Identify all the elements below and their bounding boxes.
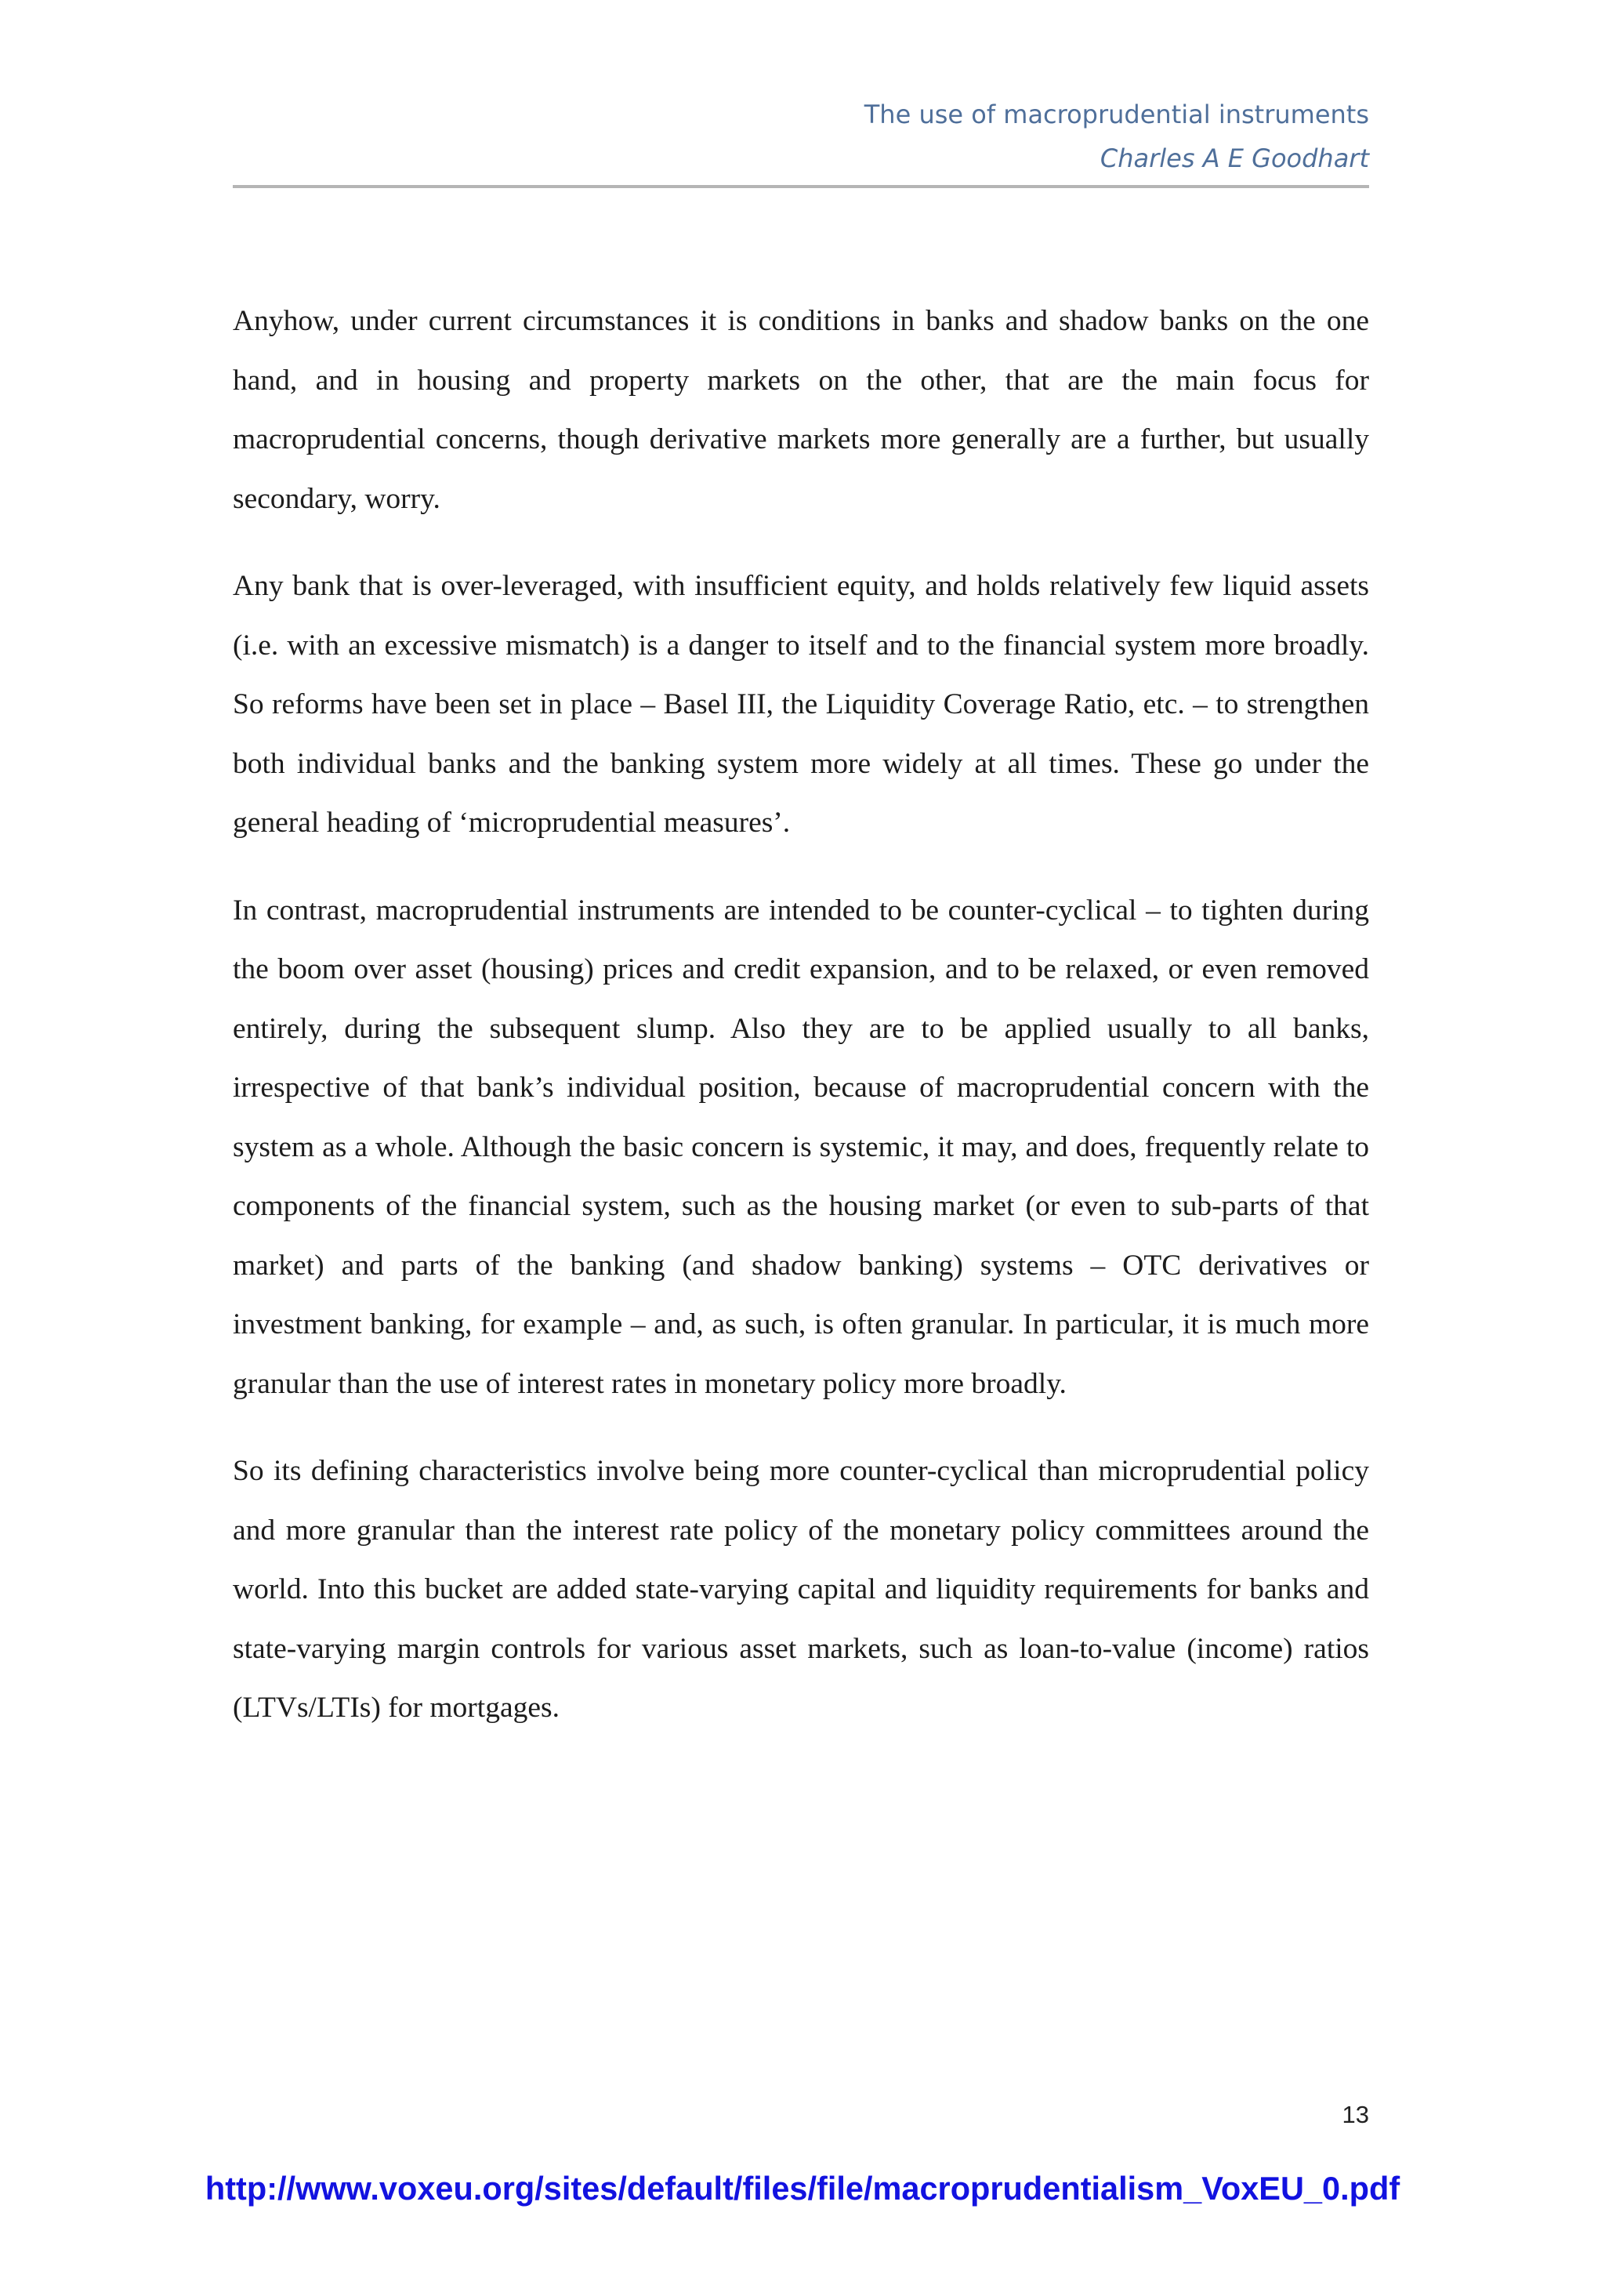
header-title: The use of macroprudential instruments	[864, 100, 1369, 129]
header-author: Charles A E Goodhart	[1100, 143, 1369, 173]
body-text	[233, 292, 1369, 1766]
paragraph-1: Anyhow, under current circumstances it is conditions in banks and shadow banks on the one hand, and in housing and property markets on the other, that are the main focus for macroprudential concerns, though derivative markets more generally are a further, but usually secondary, worry.	[233, 305, 1369, 515]
paragraph-3: In contrast, macroprudential instruments are intended to be counter-cyclical – to tighten during the boom over asset (housing) prices and credit expansion, and to be relaxed, or even removed entirely, during the subsequent slump. Also they are to be applied usually to all banks, irrespective of that bank’s individual position, because of macroprudential concern with the system as a whole. Although the basic concern is systemic, it may, and does, frequently relate to components of the financial system, such as the housing market (or even to sub-parts of that market) and parts of the banking (and shadow banking) systems – OTC derivatives or investment banking, for example – and, as such, is often granular. In particular, it is much more granular than the use of interest rates in monetary policy more broadly.	[233, 894, 1369, 1400]
running-header	[233, 92, 1369, 180]
page-number: 13	[1342, 2101, 1369, 2128]
paragraph-2: Any bank that is over-leveraged, with insufficient equity, and holds relatively few liquid assets (i.e. with an excessive mismatch) is a danger to itself and to the financial system more broadly. So reforms have been set in place – Basel III, the Liquidity Coverage Ratio, etc. – to strengthen both individual banks and the banking system more widely at all times. These go under the general heading of ‘microprudential measures’.	[233, 570, 1369, 839]
source-url-link[interactable]: http://www.voxeu.org/sites/default/files/file/macroprudentialism_VoxEU_0.pdf	[205, 2170, 1400, 2207]
header-divider	[233, 185, 1369, 188]
paragraph-4: So its defining characteristics involve being more counter-cyclical than microprudential policy and more granular than the interest rate policy of the monetary policy committees around the world. Into this bucket are added state-varying capital and liquidity requirements for banks and state-varying margin controls for various asset markets, such as loan-to-value (income) ratios (LTVs/LTIs) for mortgages.	[233, 1455, 1369, 1724]
